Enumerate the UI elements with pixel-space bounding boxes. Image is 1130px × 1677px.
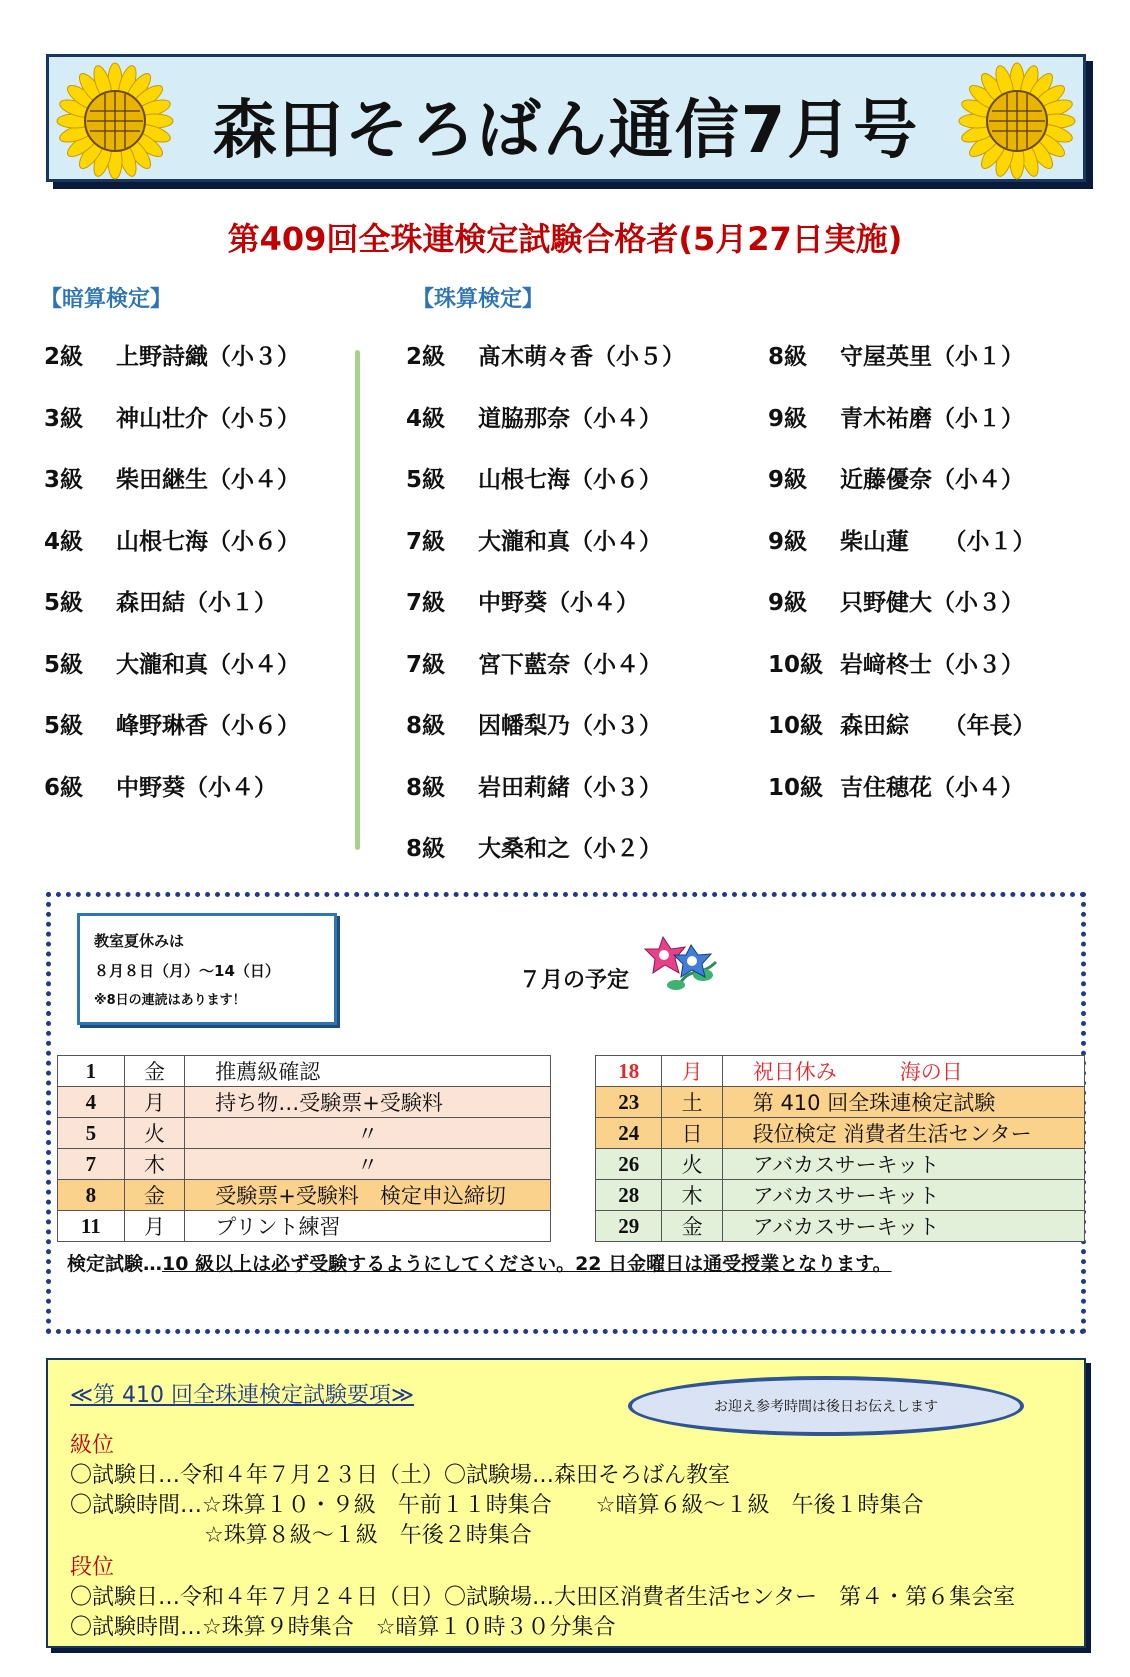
- passer-row: [406, 400, 685, 462]
- dan-line-2: 〇試験時間…☆珠算９時集合 ☆暗算１０時３０分集合: [70, 1615, 616, 1640]
- passer-row: [768, 646, 1036, 708]
- passer-grade: 10級: [768, 774, 824, 801]
- passer-grade: 7級: [406, 590, 446, 616]
- schedule-row: [596, 1149, 1085, 1180]
- schedule-dow: 日: [662, 1118, 722, 1149]
- schedule-row: [58, 1056, 551, 1087]
- passer-row: [44, 646, 300, 708]
- dan-line-1: 〇試験日…令和４年７月２４日（日）〇試験場…大田区消費者生活センター 第４・第６集会室: [70, 1585, 1016, 1610]
- passer-name: 岩田莉緒（小３）: [478, 774, 662, 801]
- passer-name: 大瀧和真（小４）: [116, 651, 300, 678]
- schedule-dow: 土: [662, 1087, 722, 1118]
- passer-grade: 5級: [406, 467, 446, 493]
- schedule-day: 18: [596, 1056, 662, 1087]
- passer-name: 峰野琳香（小６）: [116, 713, 300, 739]
- passer-name: 道脇那奈（小４）: [478, 405, 662, 432]
- passer-grade: 6級: [44, 774, 84, 801]
- passer-name: 大瀧和真（小４）: [478, 528, 662, 555]
- schedule-row: [58, 1211, 551, 1242]
- passer-grade: 2級: [44, 344, 84, 370]
- passer-name: 森田結（小１）: [116, 590, 277, 616]
- passer-grade: 5級: [44, 651, 84, 678]
- schedule-event: 段位検定 消費者生活センター: [722, 1118, 1084, 1149]
- passer-grade: 5級: [44, 590, 84, 616]
- passer-row: [768, 707, 1036, 769]
- passer-row: [768, 338, 1036, 400]
- passer-grade: 10級: [768, 713, 824, 739]
- schedule-day: 11: [58, 1211, 125, 1242]
- passer-name: 中野葵（小４）: [478, 590, 639, 616]
- passer-row: [44, 523, 300, 585]
- passer-grade: 4級: [406, 405, 446, 432]
- results-heading: 第409回全珠連検定試験合格者(5月27日実施): [227, 220, 903, 258]
- schedule-day: 29: [596, 1211, 662, 1242]
- passer-name: 中野葵（小４）: [116, 774, 277, 801]
- passer-name: 只野健大（小３）: [840, 590, 1024, 616]
- pickup-time-note: [628, 1376, 1024, 1436]
- shuzan-section-label: 【珠算検定】: [412, 287, 545, 312]
- shuzan-passers-list-2: [768, 338, 1036, 830]
- passer-name: 大桑和之（小２）: [478, 836, 662, 862]
- passer-name: 髙木萌々香（小５）: [478, 344, 685, 370]
- schedule-row: [58, 1087, 551, 1118]
- schedule-day: 7: [58, 1149, 125, 1180]
- passer-row: [406, 461, 685, 523]
- passer-grade: 2級: [406, 344, 446, 370]
- passer-name: 守屋英里（小１）: [840, 344, 1024, 370]
- schedule-event: アバカスサーキット: [722, 1180, 1084, 1211]
- passer-row: [406, 646, 685, 708]
- schedule-event: 持ち物…受験票+受験料: [185, 1087, 551, 1118]
- passer-name: 岩﨑柊士（小３）: [840, 651, 1024, 678]
- passer-name: 柴田継生（小４）: [116, 467, 300, 493]
- schedule-dow: 火: [124, 1118, 185, 1149]
- passer-row: [406, 830, 685, 892]
- passer-grade: 4級: [44, 528, 84, 555]
- exam-guidelines-box: [46, 1358, 1086, 1648]
- passer-name: 柴山蓮 （小１）: [840, 528, 1036, 555]
- passer-row: [44, 584, 300, 646]
- exam-note-text: 10 級以上は必ず受験するようにしてください。22 日金曜日は通受授業となります。: [162, 1253, 892, 1275]
- schedule-dow: 木: [662, 1180, 722, 1211]
- passer-row: [44, 769, 300, 831]
- passer-row: [406, 338, 685, 400]
- pickup-note-text: お迎え参考時間は後日お伝えします: [714, 1399, 938, 1415]
- exam-note: [67, 1249, 892, 1276]
- passer-grade: 8級: [768, 344, 808, 370]
- newsletter-title: 森田そろばん通信7月号: [212, 94, 920, 168]
- passer-row: [406, 523, 685, 585]
- exam-note-prefix: 検定試験…: [67, 1253, 163, 1275]
- holiday-line-2: ８月８日（月）～14（日）: [94, 962, 280, 980]
- anzan-passers-list: [44, 338, 300, 830]
- morning-glory-icon: [641, 927, 731, 997]
- summer-holiday-notice: [77, 913, 337, 1025]
- schedule-row: [596, 1211, 1085, 1242]
- passer-row: [44, 338, 300, 400]
- schedule-dow: 月: [662, 1056, 722, 1087]
- passer-grade: 3級: [44, 405, 84, 432]
- passer-grade: 9級: [768, 467, 808, 493]
- passer-grade: 8級: [406, 774, 446, 801]
- passer-grade: 5級: [44, 713, 84, 739]
- schedule-day: 8: [58, 1180, 125, 1211]
- kyu-line-2: 〇試験時間…☆珠算１０・９級 午前１１時集合 ☆暗算６級～１級 午後１時集合: [70, 1493, 924, 1518]
- passer-grade: 8級: [406, 713, 446, 739]
- schedule-event: 〃: [185, 1118, 551, 1149]
- schedule-dow: 月: [124, 1211, 185, 1242]
- schedule-row: [596, 1118, 1085, 1149]
- passer-row: [44, 461, 300, 523]
- sunflower-icon: [55, 61, 175, 181]
- passer-row: [406, 707, 685, 769]
- holiday-line-3: ※8日の連読はあります！: [94, 993, 246, 1008]
- passer-row: [406, 584, 685, 646]
- schedule-dow: 金: [124, 1180, 185, 1211]
- passer-row: [768, 584, 1036, 646]
- passer-grade: 9級: [768, 528, 808, 555]
- passer-row: [768, 400, 1036, 462]
- passer-row: [768, 461, 1036, 523]
- passer-name: 青木祐磨（小１）: [840, 405, 1024, 432]
- schedule-day: 23: [596, 1087, 662, 1118]
- schedule-event: アバカスサーキット: [722, 1149, 1084, 1180]
- anzan-section-label: 【暗算検定】: [40, 287, 173, 312]
- schedule-row: [596, 1180, 1085, 1211]
- passer-row: [44, 707, 300, 769]
- passer-grade: 7級: [406, 528, 446, 555]
- kyu-line-1: 〇試験日…令和４年７月２３日（土）〇試験場…森田そろばん教室: [70, 1463, 731, 1488]
- passer-grade: 9級: [768, 590, 808, 616]
- schedule-row: [58, 1118, 551, 1149]
- schedule-table-right: [595, 1055, 1085, 1242]
- passer-name: 吉住穂花（小４）: [840, 774, 1024, 801]
- dan-heading: 段位: [70, 1555, 115, 1580]
- passer-name: 因幡梨乃（小３）: [478, 713, 662, 739]
- schedule-event: 〃: [185, 1149, 551, 1180]
- guidelines-title: ≪第 410 回全珠連検定試験要項≫: [70, 1383, 415, 1408]
- schedule-event: 受験票+受験料 検定申込締切: [185, 1180, 551, 1211]
- schedule-row: [58, 1149, 551, 1180]
- july-plan-title: ７月の予定: [519, 968, 630, 993]
- passer-row: [406, 769, 685, 831]
- kyu-heading: 級位: [70, 1433, 115, 1458]
- schedule-section: [46, 892, 1086, 1334]
- schedule-table-left: [57, 1055, 551, 1242]
- kyu-line-3: ☆珠算８級～１級 午後２時集合: [204, 1523, 532, 1548]
- schedule-row: [58, 1180, 551, 1211]
- holiday-line-1: 教室夏休みは: [94, 932, 185, 950]
- schedule-day: 26: [596, 1149, 662, 1180]
- passer-row: [768, 769, 1036, 831]
- passer-name: 神山壮介（小５）: [116, 405, 300, 432]
- column-divider: [355, 350, 360, 850]
- schedule-event: アバカスサーキット: [722, 1211, 1084, 1242]
- passer-row: [44, 400, 300, 462]
- sunflower-icon: [957, 61, 1077, 181]
- schedule-day: 24: [596, 1118, 662, 1149]
- passer-name: 宮下藍奈（小４）: [478, 651, 662, 678]
- schedule-row: [596, 1087, 1085, 1118]
- schedule-dow: 火: [662, 1149, 722, 1180]
- passer-grade: 8級: [406, 836, 446, 862]
- passer-grade: 7級: [406, 651, 446, 678]
- schedule-dow: 金: [662, 1211, 722, 1242]
- schedule-day: 4: [58, 1087, 125, 1118]
- passer-grade: 10級: [768, 651, 824, 678]
- passer-name: 上野詩織（小３）: [116, 344, 300, 370]
- passer-name: 山根七海（小６）: [116, 528, 300, 555]
- passer-name: 近藤優奈（小４）: [840, 467, 1024, 493]
- passer-row: [768, 523, 1036, 585]
- passer-grade: 9級: [768, 405, 808, 432]
- schedule-dow: 月: [124, 1087, 185, 1118]
- schedule-row: [596, 1056, 1085, 1087]
- schedule-day: 5: [58, 1118, 125, 1149]
- schedule-day: 1: [58, 1056, 125, 1087]
- schedule-event: 推薦級確認: [185, 1056, 551, 1087]
- schedule-day: 28: [596, 1180, 662, 1211]
- schedule-event: 第 410 回全珠連検定試験: [722, 1087, 1084, 1118]
- schedule-event: プリント練習: [185, 1211, 551, 1242]
- schedule-dow: 木: [124, 1149, 185, 1180]
- shuzan-passers-list-1: [406, 338, 685, 892]
- passer-name: 山根七海（小６）: [478, 467, 662, 493]
- newsletter-header: [46, 54, 1086, 182]
- schedule-event: 祝日休み 海の日: [722, 1056, 1084, 1087]
- schedule-dow: 金: [124, 1056, 185, 1087]
- passer-name: 森田綜 （年長）: [840, 713, 1036, 739]
- passer-grade: 3級: [44, 467, 84, 493]
